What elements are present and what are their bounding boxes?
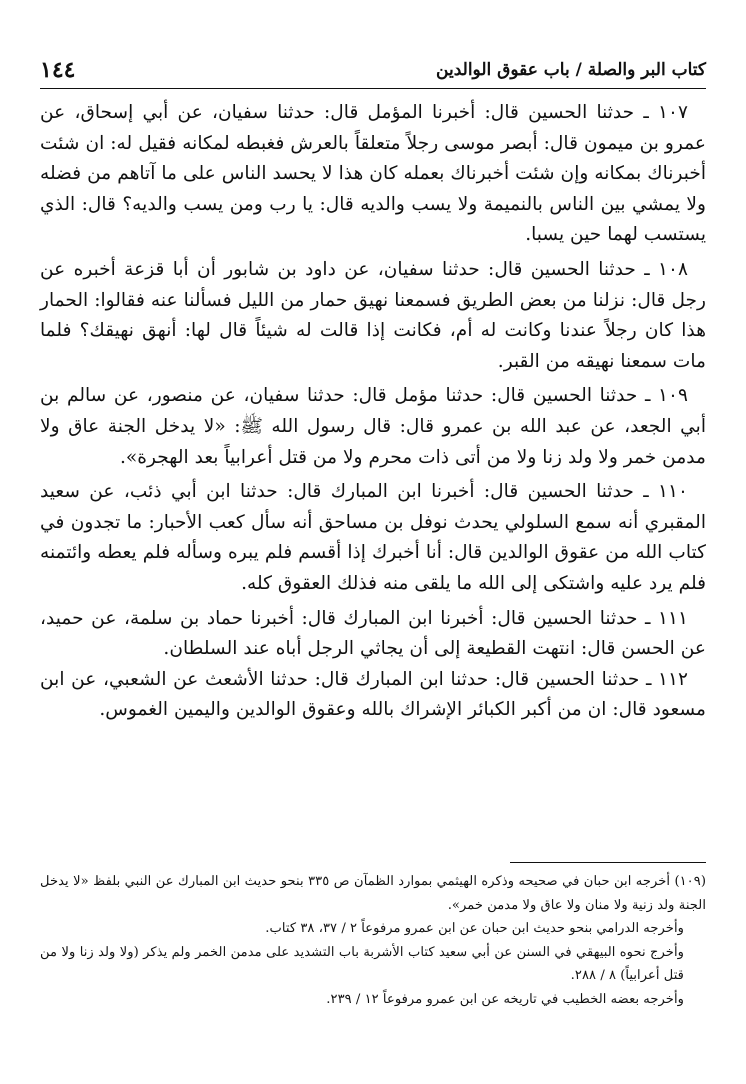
footnotes xyxy=(40,870,706,1011)
hadith-112: ١١٢ ـ حدثنا الحسين قال: حدثنا ابن المبارك قال: حدثنا الأشعث عن الشعبي، عن ابن مسعود قال: ان من أكبر الكبائر الإشراك بالله وعقوق الوالدين واليمين الغموس. xyxy=(40,668,706,721)
footnote-bayhaqi: وأخرج نحوه البيهقي في السنن عن أبي سعيد كتاب الأشربة باب التشديد على مدمن الخمر ولم يذكر (ولا ولد زنا ولا من قتل أعرابياً) ٨ / ٢٨٨. xyxy=(40,944,684,983)
hadith-108: ١٠٨ ـ حدثنا الحسين قال: حدثنا سفيان، عن داود بن شابور أن أبا قزعة أخبره عن رجل قال: نزلنا من بعض الطريق فسمعنا نهيق حمار من الليل فسألنا عنه فقالوا: الحمار هذا كان رجلاً عندنا وكانت له أم، فكانت إذا قالت له شيئاً قال لها: أنهق نهيقك؟ فلما مات سمعنا نهيقه من القبر. xyxy=(40,258,706,372)
main-text xyxy=(40,98,706,726)
page-header xyxy=(40,52,706,89)
hadith-111: ١١١ ـ حدثنا الحسين قال: أخبرنا ابن المبارك قال: أخبرنا حماد بن سلمة، عن حميد، عن الحسن قال: انتهت القطيعة إلى أن يجاثي الرجل أباه عند السلطان. xyxy=(40,607,706,660)
hadith-110: ١١٠ ـ حدثنا الحسين قال: أخبرنا ابن المبارك قال: حدثنا ابن أبي ذئب، عن سعيد المقبري أنه سمع السلولي يحدث نوفل بن مساحق أنه سأل كعب الأحبار: ما تجدون في كتاب الله من عقوق الوالدين قال: أنا أخبرك إذا أقسم فلم يبره وسأله فلم يعطه وائتمنه فلم يرد عليه واشتكى إلى الله ما يلقى منه فذلك العقوق كله. xyxy=(40,481,706,594)
footnote-separator xyxy=(510,862,706,863)
footnote-darimi: وأخرجه الدرامي بنحو حديث ابن حبان عن ابن عمرو مرفوعاً ٢ / ٣٧، ٣٨ كتاب. xyxy=(265,921,684,936)
hadith-107: ١٠٧ ـ حدثنا الحسين قال: أخبرنا المؤمل قال: حدثنا سفيان، عن أبي إسحاق، عن عمرو بن ميمون قال: أبصر موسى رجلاً متعلقاً بالعرش فغبطه لمكانه فقيل له: ان شئت أخبرناك بمكانه وإن شئت أخبرناك بعمله كان هذا لا يحسد الناس على ما آتاهم من فضله ولا يمشي بين الناس بالنميمة ولا يسب والديه قال: يا رب ومن يسب والديه؟ قال: الذي يستسب لهما حين يسبا. xyxy=(40,102,706,246)
footnote-109: (١٠٩) أخرجه ابن حبان في صحيحه وذكره الهيثمي بموارد الظمآن ص ٣٣٥ بنحو حديث ابن المبارك عن النبي بلفظ «لا يدخل الجنة ولد زنية ولا منان ولا عاق ولا مدمن خمر». xyxy=(40,874,706,913)
footnote-khatib: وأخرجه بعضه الخطيب في تاريخه عن ابن عمرو مرفوعاً ١٢ / ٢٣٩. xyxy=(326,991,684,1007)
page-number: ١٤٤ xyxy=(40,57,76,83)
running-title: كتاب البر والصلة / باب عقوق الوالدين xyxy=(436,60,706,80)
hadith-109: ١٠٩ ـ حدثنا الحسين قال: حدثنا مؤمل قال: حدثنا سفيان، عن منصور، عن سالم بن أبي الجعد، عن عبد الله بن عمرو قال: قال رسول الله ﷺ: «لا يدخل الجنة عاق ولا مدمن خمر ولا ولد زنا ولا من أتى ذات محرم ولا من قتل أعرابياً بعد الهجرة». xyxy=(40,385,706,468)
